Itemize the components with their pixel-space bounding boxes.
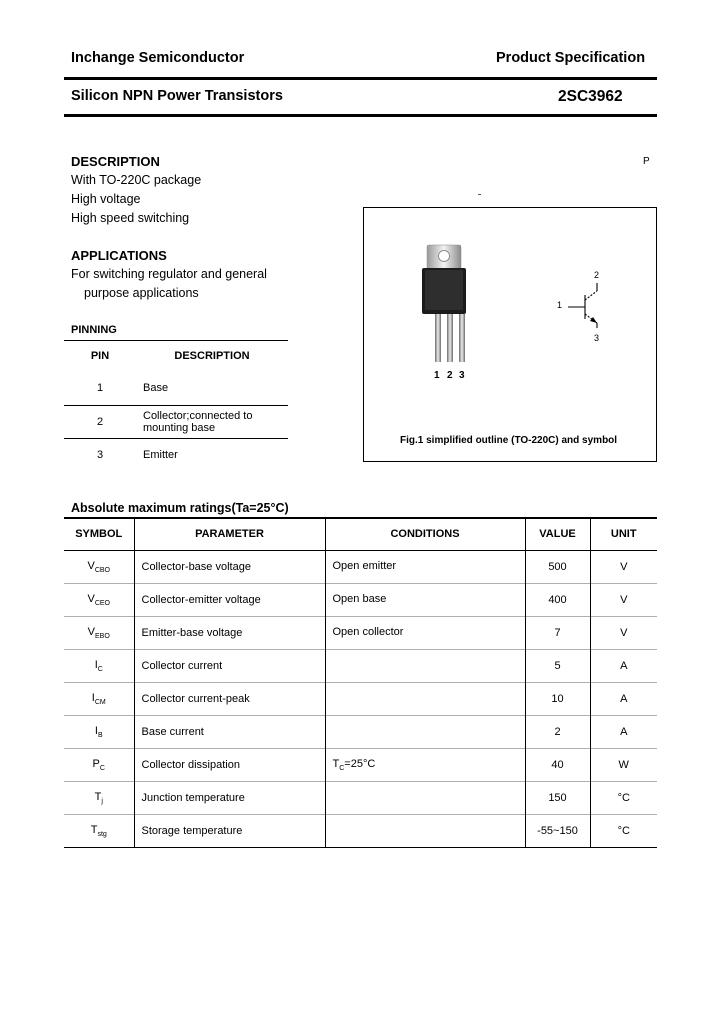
header-rule-bottom <box>64 114 657 117</box>
conditions-cell <box>325 683 525 716</box>
parameter-cell: Storage temperature <box>134 815 325 848</box>
unit-cell: A <box>590 650 657 683</box>
table-row <box>64 617 657 650</box>
header-rule-top <box>64 77 657 80</box>
symbol-cell: $V_{CBO}$ <box>64 551 134 584</box>
table-row <box>64 683 657 716</box>
pinning-row <box>64 406 288 439</box>
description-title: DESCRIPTION <box>71 154 160 169</box>
pinning-row <box>64 371 288 406</box>
unit-cell: °C <box>590 815 657 848</box>
pin-description <box>136 406 288 439</box>
table-row <box>64 650 657 683</box>
pin-number: 3 <box>64 439 136 472</box>
unit-cell: V <box>590 551 657 584</box>
symbol-header: SYMBOL <box>64 518 134 551</box>
parameter-cell: Emitter-base voltage <box>134 617 325 650</box>
conditions-cell <box>325 716 525 749</box>
parameter-cell: Collector dissipation <box>134 749 325 782</box>
package-pin-label: 1 <box>434 370 440 381</box>
pinning-row <box>64 439 288 472</box>
package-pin-label: 3 <box>459 370 465 381</box>
parameter-cell: Collector-emitter voltage <box>134 584 325 617</box>
pin-description: Emitter <box>136 439 288 472</box>
parameter-cell: Collector current <box>134 650 325 683</box>
value-cell: 10 <box>525 683 590 716</box>
pinning-header-row <box>64 341 288 371</box>
conditions-header: CONDITIONS <box>325 518 525 551</box>
applications-line: purpose applications <box>84 286 199 300</box>
value-cell: 2 <box>525 716 590 749</box>
table-row <box>64 551 657 584</box>
corner-mark: P <box>643 156 650 167</box>
unit-header: UNIT <box>590 518 657 551</box>
table-row <box>64 749 657 782</box>
ratings-title: Absolute maximum ratings(Ta=25°C) <box>71 501 289 515</box>
conditions-cell: $T_C=25^\circ C$ <box>325 749 525 782</box>
unit-cell: °C <box>590 782 657 815</box>
parameter-cell: Base current <box>134 716 325 749</box>
table-row <box>64 716 657 749</box>
symbol-cell: $V_{EBO}$ <box>64 617 134 650</box>
symbol-cell: $T_j$ <box>64 782 134 815</box>
table-row <box>64 584 657 617</box>
symbol-cell: $I_B$ <box>64 716 134 749</box>
value-cell: 7 <box>525 617 590 650</box>
pin-header: PIN <box>90 350 110 362</box>
conditions-cell <box>325 650 525 683</box>
parameter-cell: Collector current-peak <box>134 683 325 716</box>
pin-description-text: Collector;connected to mounting base <box>143 410 253 434</box>
unit-cell: V <box>590 584 657 617</box>
figure-box <box>363 207 657 462</box>
symbol-emitter-label: 3 <box>594 333 600 343</box>
document-type: Product Specification <box>496 50 646 66</box>
symbol-cell: $I_{CM}$ <box>64 683 134 716</box>
value-cell: 400 <box>525 584 590 617</box>
ratings-header-row <box>64 518 657 551</box>
symbol-cell: $V_{CEO}$ <box>64 584 134 617</box>
conditions-cell <box>325 782 525 815</box>
unit-cell: W <box>590 749 657 782</box>
figure-caption: Fig.1 simplified outline (TO-220C) and symbol <box>400 435 618 446</box>
conditions-cell: Open emitter <box>325 551 525 584</box>
value-cell: -55~150 <box>525 815 590 848</box>
applications-line: For switching regulator and general <box>71 267 267 281</box>
pinning-table <box>64 341 288 471</box>
symbol-cell: $I_C$ <box>64 650 134 683</box>
symbol-collector-label: 2 <box>594 270 600 280</box>
pin-number: 1 <box>96 382 104 394</box>
parameter-cell: Junction temperature <box>134 782 325 815</box>
value-cell: 500 <box>525 551 590 584</box>
company-name: Inchange Semiconductor <box>71 50 245 66</box>
pin-description: Base <box>143 382 169 394</box>
value-cell: 5 <box>525 650 590 683</box>
table-row <box>64 782 657 815</box>
description-item: High speed switching <box>71 211 190 225</box>
stray-mark <box>478 194 481 195</box>
conditions-cell <box>325 815 525 848</box>
package-pin-label: 2 <box>447 370 453 381</box>
ratings-table <box>64 518 657 848</box>
symbol-cell: $P_C$ <box>64 749 134 782</box>
parameter-cell: Collector-base voltage <box>134 551 325 584</box>
description-item: High voltage <box>71 192 141 206</box>
conditions-cell: Open base <box>325 584 525 617</box>
symbol-cell: $T_{stg}$ <box>64 815 134 848</box>
value-header: VALUE <box>525 518 590 551</box>
value-cell: 40 <box>525 749 590 782</box>
pin-number: 2 <box>64 406 136 439</box>
value-cell: 150 <box>525 782 590 815</box>
pinning-title: PINNING <box>71 324 117 336</box>
applications-title: APPLICATIONS <box>71 248 167 263</box>
pin-description-header: DESCRIPTION <box>174 350 250 362</box>
unit-cell: A <box>590 716 657 749</box>
unit-cell: A <box>590 683 657 716</box>
description-item: With TO-220C package <box>71 173 202 187</box>
unit-cell: V <box>590 617 657 650</box>
package-outline-illustration <box>364 208 656 461</box>
part-number: 2SC3962 <box>558 88 623 105</box>
table-row <box>64 815 657 848</box>
parameter-header: PARAMETER <box>134 518 325 551</box>
product-line: Silicon NPN Power Transistors <box>71 88 283 104</box>
symbol-base-label: 1 <box>557 300 563 310</box>
conditions-cell: Open collector <box>325 617 525 650</box>
